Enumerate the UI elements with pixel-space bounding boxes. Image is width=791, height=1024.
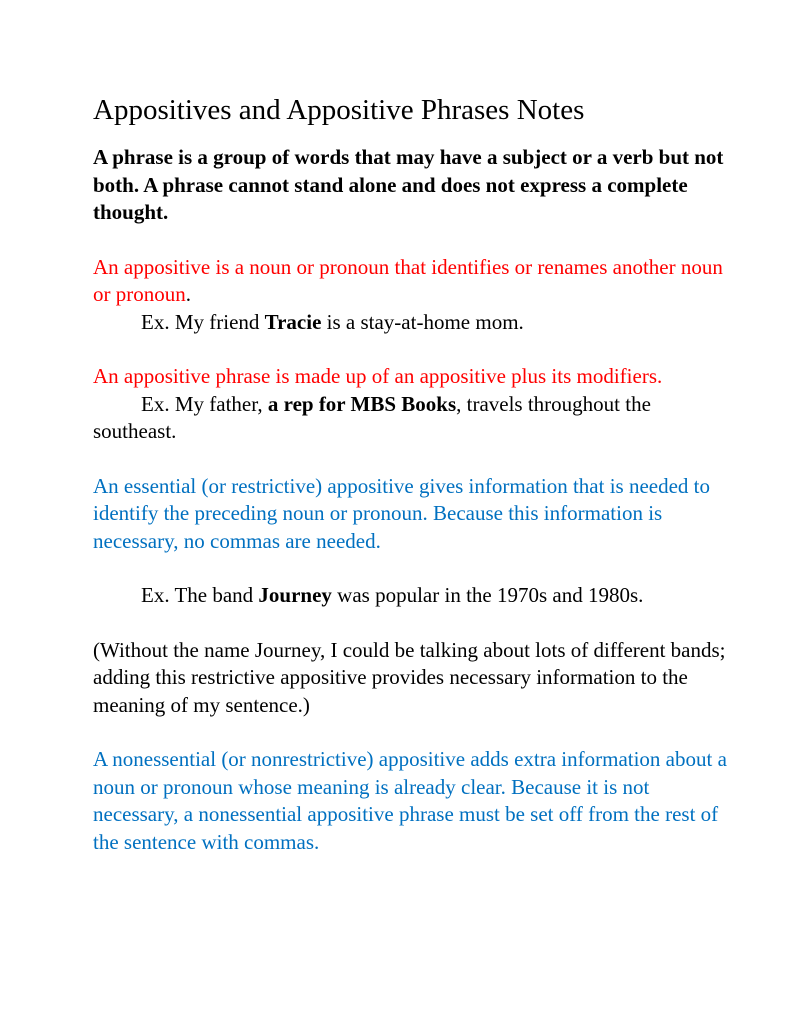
essential-explanation: (Without the name Journey, I could be talking about lots of different bands; adding this restrictive appositive provides necessary information to the meaning of my sentence.) — [93, 637, 726, 717]
appositive-phrase-example-start: Ex. My father, — [141, 391, 268, 416]
appositive-definition — [93, 254, 733, 309]
appositive-definition-text: An appositive is a noun or pronoun that identifies or renames another noun or pronoun — [93, 254, 723, 306]
essential-example-end: was popular in the 1970s and 1980s. — [331, 583, 644, 607]
document-page — [93, 92, 733, 856]
essential-example-bold: Journey — [258, 583, 332, 607]
document-title: Appositives and Appositive Phrases Notes — [93, 94, 585, 126]
appositive-phrase-example-end: , travels throughout the southeast. — [93, 391, 651, 443]
appositive-example-start: Ex. My friend — [141, 309, 265, 334]
appositive-phrase-example-bold: a rep for MBS Books — [267, 391, 457, 416]
appositive-example-bold: Tracie — [264, 309, 322, 334]
essential-example — [93, 582, 733, 610]
essential-example-start: Ex. The band — [141, 583, 259, 607]
essential-definition: An essential (or restrictive) appositive gives information that is needed to identify the preceding noun or pronoun. Because this information is necessary, no commas are needed. — [93, 473, 710, 553]
appositive-phrase-definition: An appositive phrase is made up of an appositive plus its modifiers. — [93, 364, 663, 388]
phrase-definition: A phrase is a group of words that may have a subject or a verb but not both. A phrase cannot stand alone and does not express a complete thought. — [93, 145, 724, 224]
appositive-example — [93, 309, 733, 337]
appositive-definition-period: . — [185, 282, 191, 306]
nonessential-definition: A nonessential (or nonrestrictive) appositive adds extra information about a noun or pronoun whose meaning is already clear. Because it is not necessary, a nonessential appositive phrase must be set off from the rest of the sentence with commas. — [93, 747, 727, 854]
appositive-phrase-example — [93, 391, 733, 446]
appositive-example-end: is a stay-at-home mom. — [321, 309, 524, 334]
